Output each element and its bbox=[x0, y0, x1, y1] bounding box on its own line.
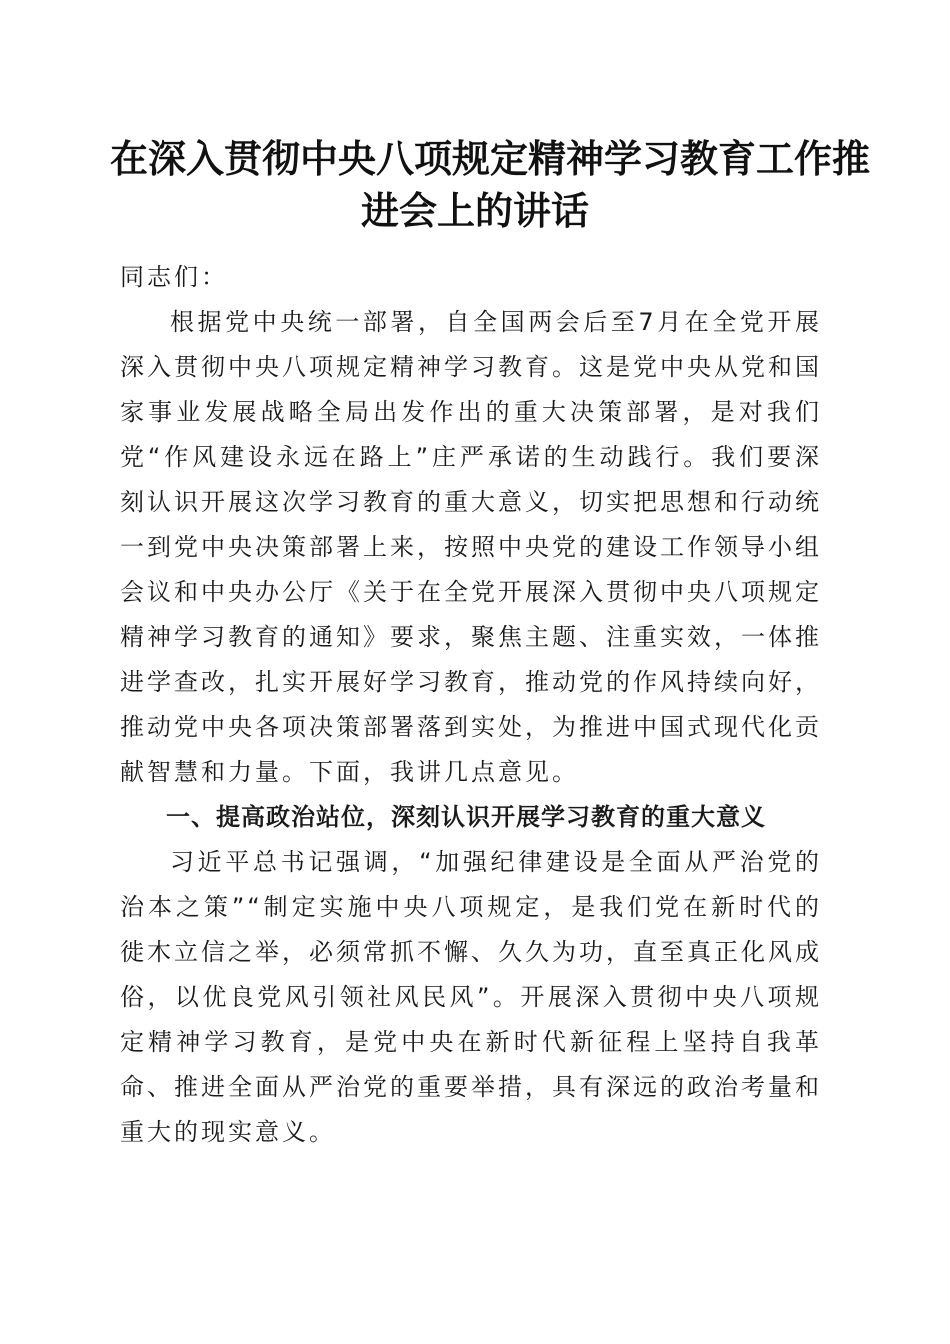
document-body bbox=[120, 255, 822, 1155]
title-line-2: 进会上的讲话 bbox=[360, 188, 589, 233]
paragraph-intro: 根据党中央统一部署，自全国两会后至7月在全党开展深入贯彻中央八项规定精神学习教育。这是党中央从党和国家事业发展战略全局出发作出的重大决策部署，是对我们党“作风建设永远在路上”庄严承诺的生动践行。我们要深刻认识开展这次学习教育的重大意义，切实把思想和行动统一到党中央决策部署上来，按照中央党的建设工作领导小组会议和中央办公厅《关于在全党开展深入贯彻中央八项规定精神学习教育的通知》要求，聚焦主题、注重实效，一体推进学查改，扎实开展好学习教育，推动党的作风持续向好，推动党中央各项决策部署落到实处，为推进中国式现代化贡献智慧和力量。下面，我讲几点意见。 bbox=[120, 308, 822, 786]
section-heading-1: 一、提高政治站位，深刻认识开展学习教育的重大意义 bbox=[166, 803, 766, 831]
title-line-1: 在深入贯彻中央八项规定精神学习教育工作推 bbox=[110, 136, 871, 181]
paragraph-section-1: 习近平总书记强调，“加强纪律建设是全面从严治党的治本之策”“制定实施中央八项规定，是我们党在新时代的徙木立信之举，必须常抓不懈、久久为功，直至真正化风成俗，以优良党风引领社风民风”。开展深入贯彻中央八项规定精神学习教育，是党中央在新时代新征程上坚持自我革命、推进全面从严治党的重要举措，具有深远的政治考量和重大的现实意义。 bbox=[120, 848, 822, 1146]
document-title bbox=[110, 133, 871, 237]
salutation: 同志们： bbox=[120, 263, 228, 291]
